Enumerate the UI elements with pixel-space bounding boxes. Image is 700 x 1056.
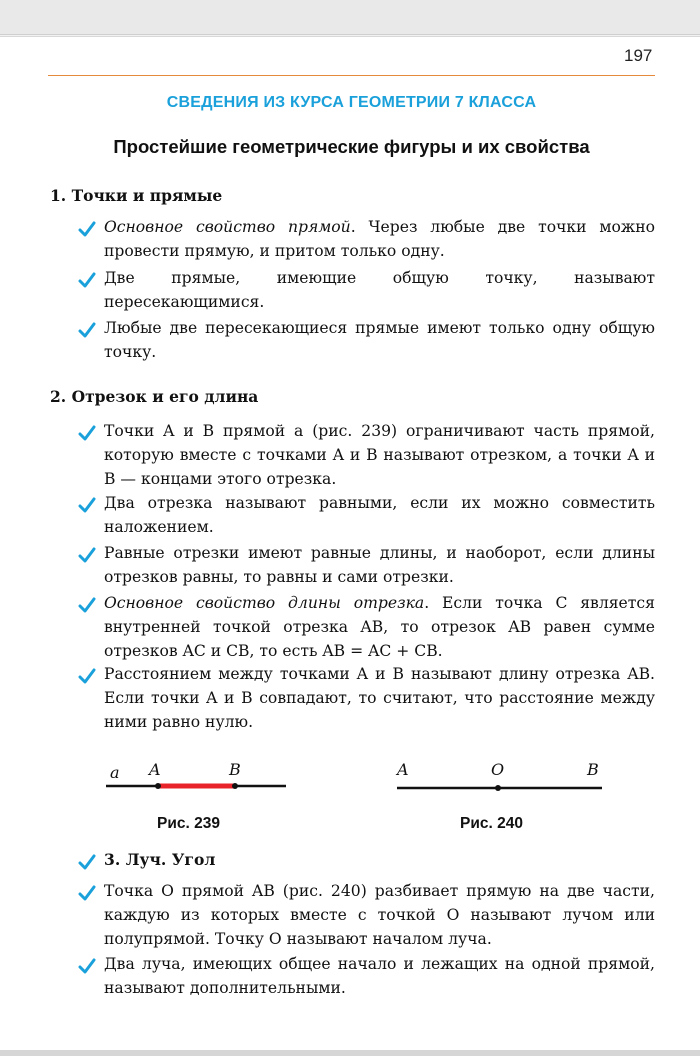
check-icon [78, 957, 96, 975]
item-text: . Если точка C является внутренней точкой отрезка AB, то отрезок AB равен сумме отрезков AC и CB, то есть AB = AC + CB. [104, 594, 655, 660]
section1-item-3: Любые две пересекающиеся прямые имеют только одну общую точку. [104, 319, 655, 361]
main-title: Простейшие геометрические фигуры и их свойства [113, 136, 590, 157]
section-title: СВЕДЕНИЯ ИЗ КУРСА ГЕОМЕТРИИ 7 КЛАССА [166, 94, 537, 111]
section2-heading: 2. Отрезок и его длина [50, 387, 259, 406]
check-icon [78, 424, 96, 442]
fig240-caption: Рис. 240 [460, 815, 523, 832]
point-b [232, 783, 238, 789]
check-icon [78, 496, 96, 514]
section3-heading: 3. Луч. Угол [104, 850, 216, 869]
point-a [155, 783, 161, 789]
point-o [495, 785, 501, 791]
check-icon [78, 546, 96, 564]
fig240-label-B: B [587, 760, 599, 779]
section1-item-1 [104, 215, 655, 263]
page-number: 197 [624, 46, 653, 65]
item-text: . Через любые две точки можно провести прямую, и притом только одну. [104, 218, 655, 260]
figure-239 [104, 758, 289, 798]
term-text: Основное свойство прямой [104, 218, 351, 236]
check-icon [78, 884, 96, 902]
term-text: Основное свойство длины отрезка [104, 594, 425, 612]
viewer-bottom-bar [0, 1050, 700, 1056]
check-icon [78, 220, 96, 238]
check-icon [78, 853, 96, 871]
check-icon [78, 271, 96, 289]
check-icon [78, 321, 96, 339]
section3-item-2: Два луча, имеющих общее начало и лежащих на одной прямой, называют дополнительными. [104, 955, 655, 997]
fig239-caption: Рис. 239 [157, 815, 220, 832]
section1-item-2: Две прямые, имеющие общую точку, называют пересекающимися. [104, 269, 655, 311]
fig239-label-B: B [229, 760, 241, 779]
fig240-label-A: A [397, 760, 409, 779]
section2-item-5: Расстоянием между точками A и B называют длину отрезка AB. Если точки A и B совпадают, то считают, что расстояние между ними равно нулю. [104, 665, 655, 731]
check-icon [78, 596, 96, 614]
viewer-top-bar [0, 0, 700, 35]
section2-item-2: Два отрезка называют равными, если их можно совместить наложением. [104, 494, 655, 536]
check-icon [78, 667, 96, 685]
header-rule [48, 75, 655, 76]
fig240-label-O: O [491, 760, 505, 779]
fig239-label-A: A [149, 760, 161, 779]
fig239-label-a: a [110, 763, 120, 782]
section2-item-1: Точки A и B прямой a (рис. 239) ограничивают часть прямой, которую вместе с точками A и B называют отрезком, а точки A и B — концами этого отрезка. [104, 422, 655, 488]
section2-item-3: Равные отрезки имеют равные длины, и наоборот, если длины отрезков равны, то равны и сами отрезки. [104, 544, 655, 586]
section1-heading: 1. Точки и прямые [50, 186, 223, 205]
section2-item-4 [104, 591, 655, 663]
section3-item-1: Точка O прямой AB (рис. 240) разбивает прямую на две части, каждую из которых вместе с точкой O называют лучом или полупрямой. Точку O называют началом луча. [104, 882, 655, 948]
